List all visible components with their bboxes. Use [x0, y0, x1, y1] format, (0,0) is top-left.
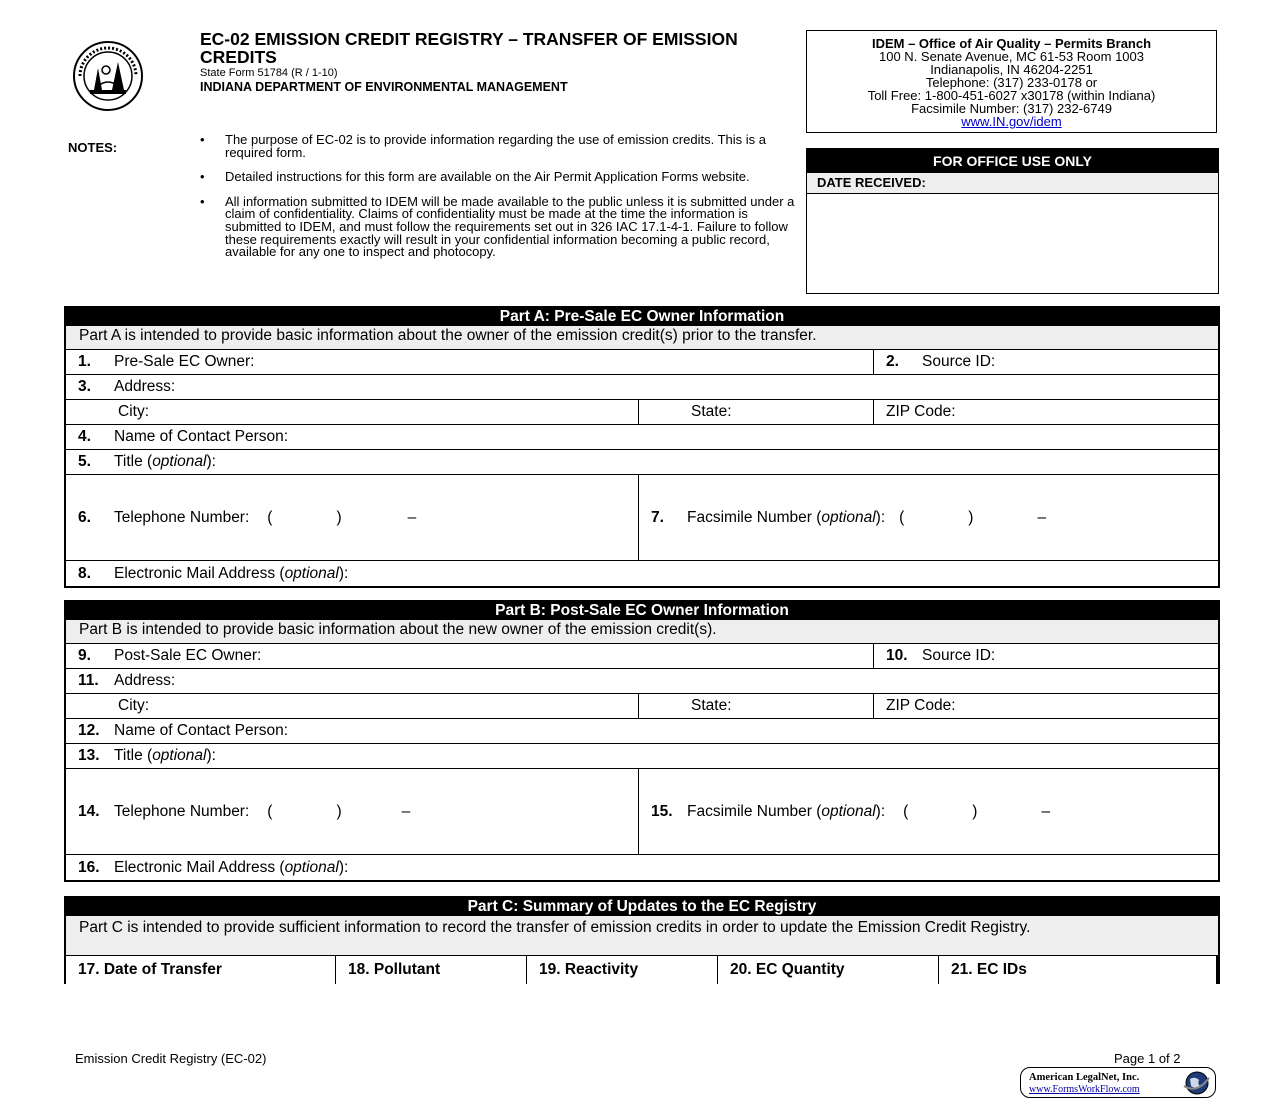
indiana-seal-icon — [68, 40, 148, 112]
date-received-label: DATE RECEIVED: — [807, 173, 1218, 194]
phone-mask: ( ) – — [899, 508, 1047, 526]
row-phone-fax — [66, 475, 1218, 561]
bullet: • — [200, 193, 205, 209]
field-label: ZIP Code: — [886, 697, 956, 714]
column-ec-quantity: 20. EC Quantity — [717, 956, 938, 984]
field-number: 5. — [78, 453, 91, 470]
field-number: 1. — [78, 353, 91, 370]
zip-field[interactable] — [873, 400, 1218, 424]
field-label: Telephone Number: — [114, 508, 250, 526]
idem-office: IDEM – Office of Air Quality – Permits Branch — [871, 36, 1152, 51]
field-label: Address: — [114, 672, 176, 689]
part-c-section — [64, 896, 1220, 984]
idem-address-line-1: 100 N. Senate Avenue, MC 61-53 Room 1003 — [879, 49, 1144, 64]
row-address — [66, 375, 1218, 400]
field-number: 8. — [78, 564, 91, 582]
email-field[interactable] — [66, 561, 1218, 586]
bullet: • — [200, 169, 205, 185]
field-label: Source ID: — [922, 353, 996, 370]
field-number: 15. — [651, 802, 673, 820]
field-label: ZIP Code: — [886, 403, 956, 420]
notes-label: NOTES: — [68, 140, 118, 155]
publisher-url[interactable]: www.FormsWorkFlow.com — [1029, 1084, 1140, 1095]
date-received-field[interactable] — [807, 194, 1218, 294]
optional-text: optional — [284, 564, 339, 582]
idem-address-line-2: Indianapolis, IN 46204-2251 — [930, 62, 1093, 77]
title-field[interactable] — [66, 744, 1218, 768]
field-label: Source ID: — [922, 647, 996, 664]
source-id-field[interactable] — [873, 644, 1218, 668]
optional-text: optional — [821, 802, 876, 820]
footer-form-name: Emission Credit Registry (EC-02) — [75, 1051, 267, 1066]
row-phone-fax — [66, 769, 1218, 855]
note-text: Detailed instructions for this form are available on the Air Permit Application Forms website. — [225, 169, 750, 185]
publisher-name: American LegalNet, Inc. — [1029, 1072, 1140, 1083]
state-field[interactable] — [638, 694, 873, 718]
phone-mask: ( ) – — [267, 802, 411, 820]
post-sale-owner-field[interactable] — [66, 644, 873, 668]
field-label: Telephone Number: — [114, 802, 250, 820]
field-label: City: — [118, 403, 149, 420]
part-a-section — [64, 306, 1220, 588]
row-owner-source — [66, 350, 1218, 375]
row-title — [66, 450, 1218, 475]
state-field[interactable] — [638, 400, 873, 424]
row-city-state-zip — [66, 694, 1218, 719]
field-label: Pre-Sale EC Owner: — [114, 353, 255, 370]
email-field[interactable] — [66, 855, 1218, 880]
row-email — [66, 561, 1218, 586]
bullet: • — [200, 132, 205, 147]
optional-text: optional — [821, 508, 876, 526]
fax-field[interactable] — [638, 475, 1218, 560]
state-seal — [68, 40, 148, 112]
form-title-block — [200, 30, 800, 94]
phone-mask: ( ) – — [267, 508, 417, 526]
idem-toll-free: Toll Free: 1-800-451-6027 x30178 (within Indiana) — [867, 88, 1156, 103]
part-b-header: Part B: Post-Sale EC Owner Information — [66, 602, 1218, 620]
field-number: 4. — [78, 428, 91, 445]
field-label: Facsimile Number (optional): — [687, 802, 886, 820]
field-number: 3. — [78, 378, 91, 395]
field-label: State: — [691, 403, 732, 420]
part-a-header: Part A: Pre-Sale EC Owner Information — [66, 308, 1218, 326]
notes-list — [200, 134, 800, 271]
idem-telephone: Telephone: (317) 233-0178 or — [925, 75, 1098, 90]
field-number: 6. — [78, 508, 91, 526]
column-date-of-transfer: 17. Date of Transfer — [78, 961, 222, 978]
contact-person-field[interactable] — [66, 719, 1218, 743]
column-reactivity: 19. Reactivity — [526, 956, 717, 984]
row-contact — [66, 425, 1218, 450]
row-title — [66, 744, 1218, 769]
column-pollutant: 18. Pollutant — [335, 956, 526, 984]
address-field[interactable] — [66, 669, 1218, 693]
field-label: City: — [118, 697, 149, 714]
note-item — [200, 134, 800, 159]
row-address — [66, 669, 1218, 694]
idem-website-link[interactable]: www.IN.gov/idem — [961, 114, 1062, 129]
address-field[interactable] — [66, 375, 1218, 399]
idem-fax: Facsimile Number: (317) 232-6749 — [911, 101, 1112, 116]
field-number: 2. — [886, 353, 899, 370]
zip-field[interactable] — [873, 694, 1218, 718]
optional-text: optional — [152, 747, 207, 764]
globe-icon — [1181, 1070, 1211, 1096]
field-number: 13. — [78, 747, 100, 764]
note-text: All information submitted to IDEM will be made available to the public unless it is submitted under a claim of confidentiality. Claims of confidentiality must be made at the time the information is submitted to IDEM, and must follow the requirements set out in 326 IAC 17.1-4-1. Failure to follow these requirements exactly will result in your confidential information becoming a public record, available for any one to inspect and photocopy. — [225, 193, 795, 260]
part-c-header: Part C: Summary of Updates to the EC Registry — [66, 898, 1218, 916]
row-owner-source — [66, 644, 1218, 669]
optional-text: optional — [152, 453, 207, 470]
note-item — [200, 193, 800, 260]
field-number: 7. — [651, 508, 664, 526]
part-b-section — [64, 600, 1220, 882]
agency-name: INDIANA DEPARTMENT OF ENVIRONMENTAL MANAGEMENT — [200, 80, 568, 94]
field-label: Name of Contact Person: — [114, 428, 289, 445]
field-label: Title (optional): — [114, 453, 216, 470]
part-c-column-headers — [66, 956, 1218, 984]
field-number: 11. — [78, 672, 99, 689]
optional-text: optional — [284, 858, 339, 876]
field-number: 9. — [78, 647, 91, 664]
row-city-state-zip — [66, 400, 1218, 425]
telephone-field[interactable] — [66, 475, 638, 560]
field-label: Facsimile Number (optional): — [687, 508, 886, 526]
form-title: EC-02 EMISSION CREDIT REGISTRY – TRANSFER OF EMISSION CREDITS — [200, 29, 738, 67]
field-number: 16. — [78, 858, 100, 876]
footer-page-number: Page 1 of 2 — [1114, 1051, 1181, 1066]
idem-contact-box — [806, 30, 1217, 133]
part-b-intro: Part B is intended to provide basic information about the new owner of the emission credit(s). — [66, 620, 1218, 644]
note-item — [200, 171, 800, 184]
field-label: Address: — [114, 378, 176, 395]
telephone-field[interactable] — [66, 769, 638, 854]
row-contact — [66, 719, 1218, 744]
field-label: Electronic Mail Address (optional): — [114, 858, 349, 876]
source-id-field[interactable] — [873, 350, 1218, 374]
field-label: Electronic Mail Address (optional): — [114, 564, 349, 582]
part-c-intro: Part C is intended to provide sufficient information to record the transfer of emission credits in order to update the Emission Credit Registry. — [66, 916, 1218, 956]
row-email — [66, 855, 1218, 880]
field-number: 14. — [78, 802, 100, 820]
publisher-badge[interactable] — [1020, 1067, 1216, 1098]
office-use-header: FOR OFFICE USE ONLY — [807, 149, 1218, 173]
field-label: Post-Sale EC Owner: — [114, 647, 262, 664]
field-number: 10. — [886, 647, 908, 664]
form-number: State Form 51784 (R / 1-10) — [200, 67, 338, 79]
city-field[interactable] — [66, 694, 638, 718]
pre-sale-owner-field[interactable] — [66, 350, 873, 374]
phone-mask: ( ) – — [903, 802, 1051, 820]
part-a-intro: Part A is intended to provide basic information about the owner of the emission credit(s) prior to the transfer. — [66, 326, 1218, 350]
field-label: State: — [691, 697, 732, 714]
office-use-box — [806, 148, 1219, 294]
title-field[interactable] — [66, 450, 1218, 474]
field-label: Title (optional): — [114, 747, 216, 764]
city-field[interactable] — [66, 400, 638, 424]
contact-person-field[interactable] — [66, 425, 1218, 449]
column-ec-ids: 21. EC IDs — [938, 956, 1218, 984]
fax-field[interactable] — [638, 769, 1218, 854]
note-text: The purpose of EC-02 is to provide information regarding the use of emission credits. This is a required form. — [225, 132, 766, 160]
field-number: 12. — [78, 722, 100, 739]
field-label: Name of Contact Person: — [114, 722, 289, 739]
